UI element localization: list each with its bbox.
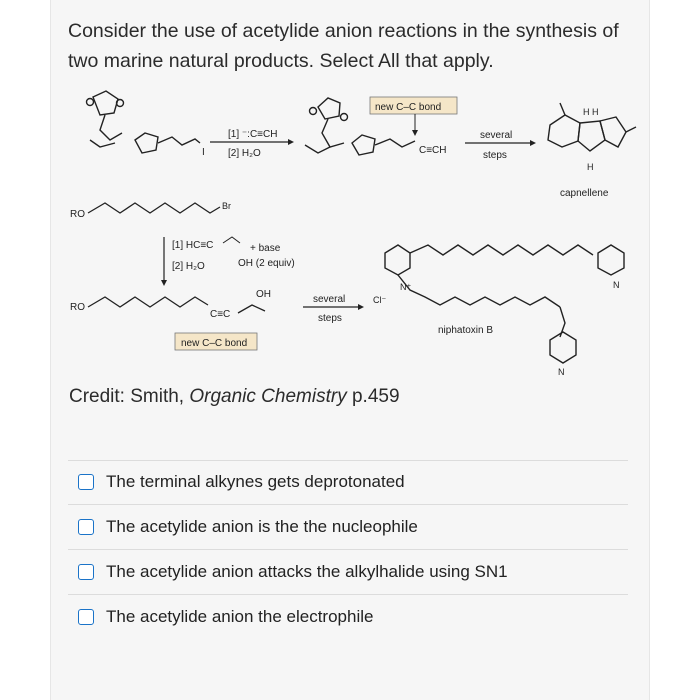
left-reagent-1: [1] HC≡C [172, 240, 214, 251]
option-acetylide-electrophile[interactable]: The acetylide anion the electrophile [68, 594, 628, 639]
new-bond-label: new C–C bond [375, 102, 442, 113]
svg-text:steps: steps [483, 150, 507, 161]
option-checkbox[interactable] [78, 474, 94, 490]
svg-text:steps: steps [318, 313, 342, 324]
svg-text:N: N [558, 367, 565, 377]
bromide-chain-structure [88, 203, 220, 213]
svg-text:N: N [613, 280, 620, 290]
svg-text:+ base: + base [250, 243, 281, 254]
credit-line: Credit: Smith, Organic Chemistry p.459 [69, 386, 400, 407]
svg-text:N⁺: N⁺ [400, 282, 412, 292]
option-terminal-alkyne-deprotonated[interactable]: The terminal alkynes gets deprotonated [68, 460, 628, 504]
svg-text:RO: RO [70, 209, 85, 220]
svg-text:C≡C: C≡C [210, 309, 231, 320]
option-acetylide-sn1[interactable]: The acetylide anion attacks the alkylhalide using SN1 [68, 549, 628, 594]
option-checkbox[interactable] [78, 609, 94, 625]
alkyne-product-chain [88, 297, 208, 307]
svg-text:OH: OH [256, 289, 271, 300]
svg-text:Cl⁻: Cl⁻ [373, 295, 387, 305]
top-reagent-1: [1] ⁻:C≡CH [228, 129, 278, 140]
top-product-alkyne: C≡CH [419, 145, 447, 156]
option-checkbox[interactable] [78, 519, 94, 535]
svg-text:I: I [202, 147, 205, 158]
reaction-scheme-figure [60, 85, 645, 385]
svg-text:H H: H H [583, 107, 599, 117]
option-checkbox[interactable] [78, 564, 94, 580]
answer-options [68, 460, 628, 639]
question-text: Consider the use of acetylide anion reactions in the synthesis of two marine natural products. Select All that apply. [68, 20, 619, 72]
niphatoxin-label: niphatoxin B [438, 325, 494, 336]
top-starting-material-structure [87, 91, 201, 153]
svg-text:new C–C bond: new C–C bond [181, 338, 248, 349]
svg-text:OH (2 equiv): OH (2 equiv) [238, 258, 295, 269]
svg-text:Br: Br [222, 201, 231, 211]
top-reagent-2: [2] H₂O [228, 148, 261, 159]
svg-text:several: several [480, 130, 513, 141]
capnellene-label: capnellene [560, 188, 609, 199]
svg-text:H: H [587, 162, 594, 172]
left-reagent-2: [2] H₂O [172, 261, 205, 272]
credit-book-title: Organic Chemistry [189, 386, 347, 407]
svg-text:RO: RO [70, 302, 85, 313]
svg-text:several: several [313, 294, 346, 305]
option-acetylide-nucleophile[interactable]: The acetylide anion is the the nucleophile [68, 504, 628, 549]
niphatoxin-structure [385, 245, 624, 363]
